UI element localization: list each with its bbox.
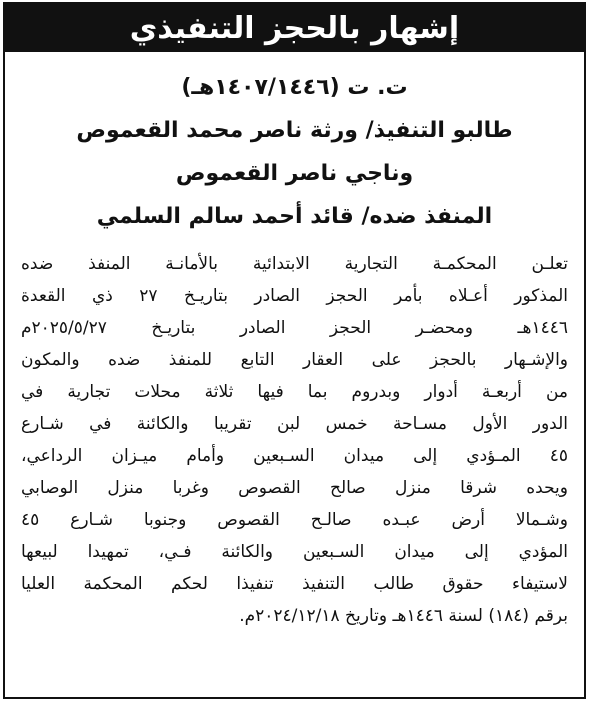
body-line: الدور الأول مسـاحة خمس لبن تقريبا والكائنة في شـارع [21,414,568,434]
body-line: من أربعـة أدوار وبدروم بما فيها ثلاثة محلات تجارية في [21,382,568,402]
applicant-line-2: وناجي ناصر القعموص [175,161,414,186]
body-line: تعلـن المحكمـة التجارية الابتدائية بالأمانـة المنفذ ضده [21,254,568,274]
body-line: المؤدي إلى ميدان السـبعين والكائنة فـي، تمهيدا لبيعها [21,542,568,562]
body-line: والإشـهار بالحجز على العقار التابع للمنفذ ضده والمكون [21,350,568,370]
body-line: ١٤٤٦هـ ومحضـر الحجز الصادر بتاريـخ ٢٠٢٥/٥/٢٧م [21,318,568,338]
notice-headings [5,66,584,238]
body-line: ويحده شرقا منزل صالح القصوص وغربا منزل الوصابي [21,478,568,498]
body-line: ٤٥ المـؤدي إلى ميدان السـبعين وأمام ميـزان الرداعي، [21,446,568,466]
body-line: وشـمالا أرض عبـده صالـح القصوص وجنوبا شـارع ٤٥ [21,510,568,530]
body-line-last: برقم (١٨٤) لسنة ١٤٤٦هـ وتاريخ ٢٠٢٤/١٢/١٨م. [239,606,568,626]
notice-frame [3,2,586,699]
notice-title: إشهار بالحجز التنفيذي [5,4,584,52]
notice-body [21,248,568,632]
body-line: المذكور أعـلاه بأمر الحجز الصادر بتاريـخ ٢٧ ذي القعدة [21,286,568,306]
applicant-line-1: طالبو التنفيذ/ ورثة ناصر محمد القعموص [76,118,513,143]
respondent-line: المنفذ ضده/ قائد أحمد سالم السلمي [96,204,493,229]
body-line: لاستيفاء حقوق طالب التنفيذ تنفيذا لحكم المحكمة العليا [21,574,568,594]
case-number: ت. ت (١٤٠٧/١٤٤٦هـ) [181,75,408,100]
